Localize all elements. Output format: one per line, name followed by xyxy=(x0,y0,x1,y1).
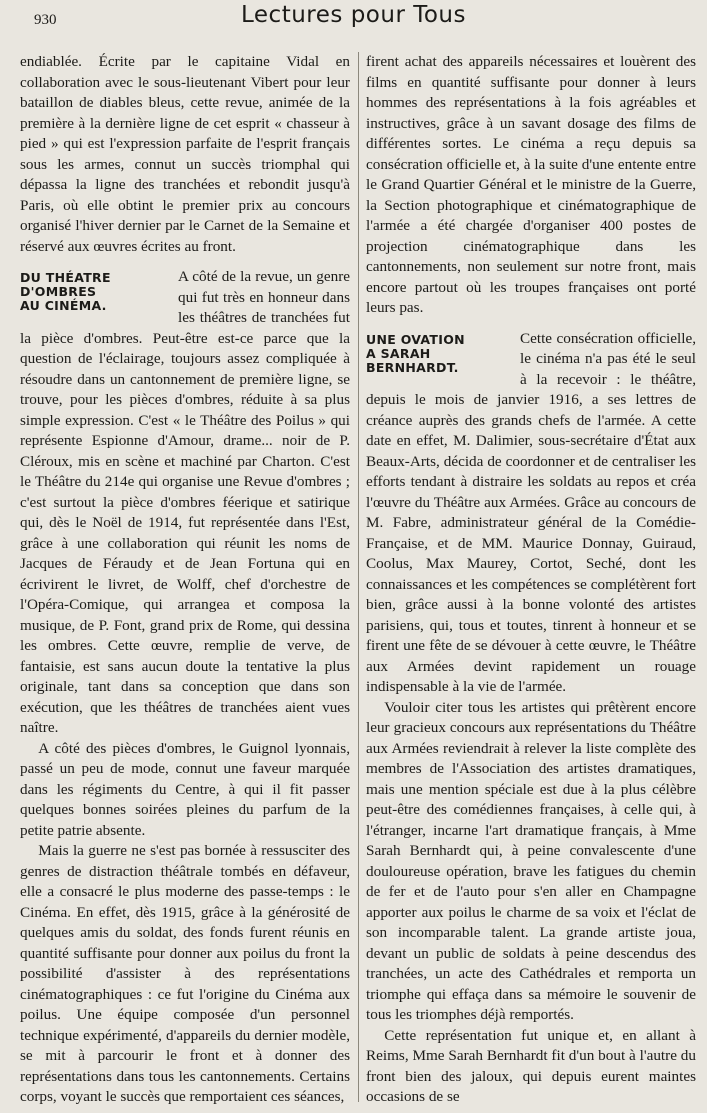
paragraph: Vouloir citer tous les artistes qui prêtèrent encore leur gracieux concours aux représentations du Théâtre aux Armées reviendrait à relever la liste complète des membres de l'Association des artistes dramatiques, mais une mention spéciale est due à la plus célèbre peut-être des comédiennes françaises, à celle qui, à l'étranger, incarne l'art dramatique français, à Mme Sarah Bernhardt qui, à peine convalescente d'une douloureuse opération, brave les fatigues du chemin de fer et de l'auto pour s'en aller en Champagne apporter aux poilus le charme de sa voix et l'éclat de son incomparable talent. La grande artiste joua, devant un public de soldats à peine descendus des tranchées, un acte des Cathédrales et remporta un triomphe qui effaça dans sa mémoire le souvenir de tous les triomphes déjà remportés. xyxy=(366,698,696,1023)
page-number: 930 xyxy=(34,12,57,28)
paragraph: Cette représentation fut unique et, en allant à Reims, Mme Sarah Bernhardt fit d'un bout à l'autre du front bien des jaloux, qui depuis eurent maintes occasions de se xyxy=(366,1026,696,1105)
paragraph: Cette consécration officielle, le cinéma n'a pas été le seul à la recevoir : le théâtre, depuis le mois de janvier 1916, a ses lettres de créance auprès des grands chefs de l'armée. A cette date en effet, M. Dalimier, sous-secrétaire d'État aux Beaux-Arts, décida de coordonner et de centraliser les efforts tendant à distraire les soldats au repos et créa l'œuvre du Théâtre aux Armées. Grâce au concours de M. Fabre, administrateur général de la Comédie-Française, et de MM. Maurice Donnay, Guiraud, Coolus, Max Maurey, Cortot, Seché, dont les connaissances et les compétences se complétèrent fort bien, grâce aussi à la bonne volonté des artistes parisiens, qui, tous et toutes, tinrent à honneur et se firent une fête de se dévouer à cette œuvre, le Théâtre aux Armées devint rapidement un rouage indispensable à la vie de l'armée. xyxy=(366,329,696,695)
paragraph: A côté de la revue, un genre qui fut très en honneur dans les théâtres de tranchées fut la pièce d'ombres. Peut-être est-ce parce que la question de l'éclairage, toujours assez compliquée à résoudre dans un cantonnement de première ligne, se trouve, pour les pièces d'ombres, réduite à sa plus simple expression. C'est « le Théâtre des Poilus » qui représente Espionne d'Amour, drame... noir de P. Cléroux, mis en scène et machiné par Charton. C'est le Théâtre du 214e qui organise une Revue d'ombres ; c'est surtout la pièce d'ombres féerique et satirique qui, dès le Noël de 1914, fut représentée dans l'Est, grâce à une collaboration qui réunit les noms de Jacques de Féraudy et de Jean Fortuna qui en écrivirent le livret, de Wolff, chef d'orchestre de l'Opéra-Comique, qui arrangea et composa la musique, de P. Font, grand prix de Rome, qui dessina les ombres. Cette œuvre, remplie de verve, de fantaisie, est sans aucun doute la tentative la plus originale, tant dans sa conception que dans son exécution, que les théâtres de tranchées aient vues naître. xyxy=(20,268,350,736)
right-column xyxy=(366,52,696,1108)
paragraph: A côté des pièces d'ombres, le Guignol lyonnais, passé un peu de mode, connut une faveur marquée dans les régiments du Centre, à qui il fit passer quelques bonnes soirées pleines du parfum de la petite patrie absente. xyxy=(20,739,350,839)
paragraph: firent achat des appareils nécessaires et louèrent des films en quantité suffisante pour donner à leurs hommes des représentations à la fois agréables et instructives, grâce à un savant dosage des films de différentes sortes. Le cinéma a reçu depuis sa consécration officielle et, à la suite d'une entente entre le Grand Quartier Général et le ministre de la Guerre, la Section photographique et cinématographique de l'armée a été chargée d'organiser 400 postes de projection cinématographique dans les cantonnements, non seulement sur notre front, mais encore partout où les troupes françaises ont porté leurs pas. xyxy=(366,53,696,316)
page-header xyxy=(0,0,707,40)
running-title: Lectures pour Tous xyxy=(241,2,466,28)
left-column xyxy=(20,52,350,1108)
paragraph: endiablée. Écrite par le capitaine Vidal en collaboration avec le sous-lieutenant Vibert pour leur bataillon de diables bleus, cette revue, animée de la première à la dernière ligne de cet esprit « chasseur à pied » qui est l'expression parfaite de l'esprit français sous les armes, connut un succès triomphal qui dépassa la ligne des tranchées et rebondit jusqu'à Paris, où elle obtint le premier prix au concours organisé l'hiver dernier par le Carnet de la Semaine et réservé aux œuvres écrites au front. xyxy=(20,53,350,255)
section-heading-theatre-ombres: DU THÉATRE D'OMBRES AU CINÉMA. xyxy=(20,270,111,313)
column-divider xyxy=(358,52,359,1102)
paragraph: Mais la guerre ne s'est pas bornée à ressusciter des genres de distraction théâtrale tombés en défaveur, elle a consacré le plus moderne des passe-temps : le Cinéma. En effet, dès 1915, grâce à la générosité de quelques amis du soldat, des fonds furent réunis en quantité suffisante pour donner aux poilus du front la possibilité d'assister à des représentations cinématographiques : ce fut l'origine du Cinéma aux poilus. Une équipe composée d'un personnel technique expérimenté, d'appareils du dernier modèle, se mit à parcourir le front et à donner des représentations dans tous les cantonnements. Certains corps, voyant le succès que remportaient ces séances, xyxy=(20,842,350,1105)
section-heading-ovation-sarah-bernhardt: UNE OVATION A SARAH BERNHARDT. xyxy=(366,331,465,375)
